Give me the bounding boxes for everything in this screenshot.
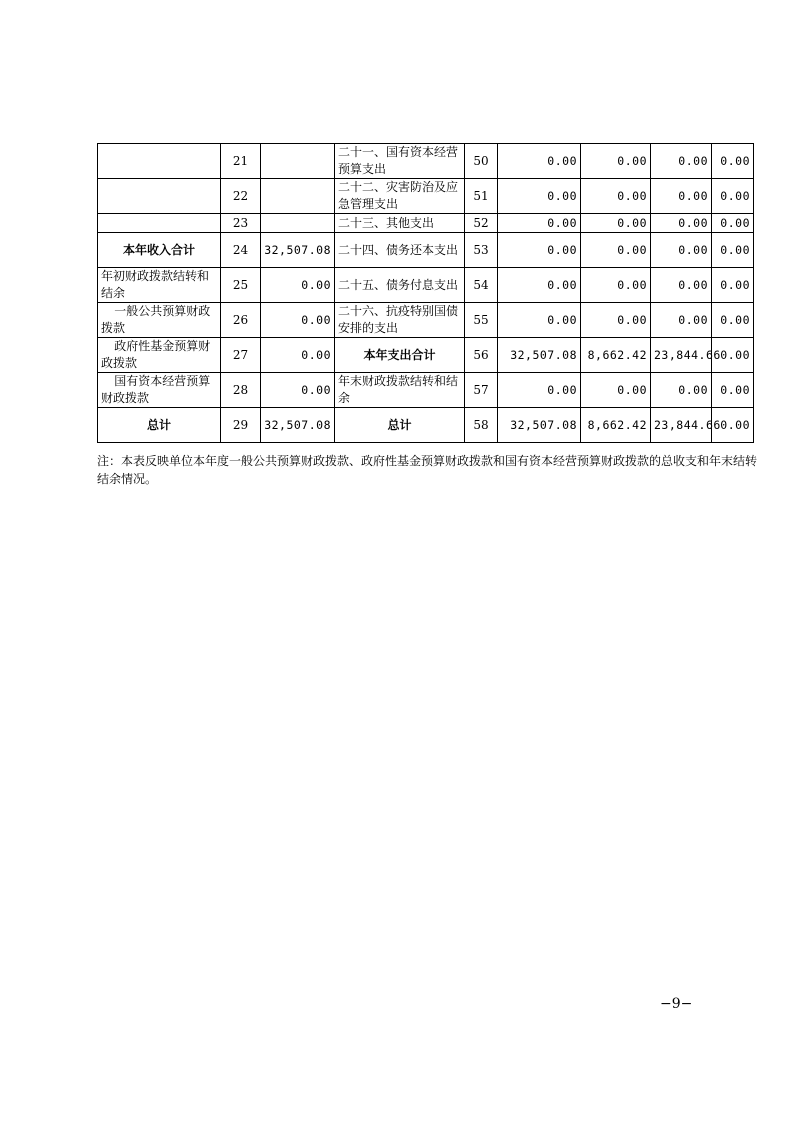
expense-total-cell: 32,507.08 [498, 338, 581, 373]
expense-item-cell: 二十一、国有资本经营预算支出 [335, 144, 465, 179]
expense-item-cell: 二十五、债务付息支出 [335, 268, 465, 303]
income-amount-cell: 0.00 [261, 303, 335, 338]
expense-basic-cell: 0.00 [581, 268, 651, 303]
income-row-number: 24 [221, 233, 261, 268]
expense-total-cell: 0.00 [498, 233, 581, 268]
expense-basic-cell: 0.00 [581, 303, 651, 338]
expense-project-cell: 0.00 [651, 373, 712, 408]
expense-last-cell: 0.00 [712, 144, 754, 179]
expense-total-cell: 0.00 [498, 373, 581, 408]
table-row [98, 408, 754, 443]
expense-last-cell: 0.00 [712, 268, 754, 303]
table-row [98, 233, 754, 268]
expense-item-cell: 二十四、债务还本支出 [335, 233, 465, 268]
expense-project-cell: 23,844.66 [651, 338, 712, 373]
income-row-number: 21 [221, 144, 261, 179]
income-amount-cell: 0.00 [261, 373, 335, 408]
expense-project-cell: 0.00 [651, 233, 712, 268]
income-subtotal-label: 本年收入合计 [98, 233, 221, 268]
table-row [98, 214, 754, 233]
expense-total-cell: 0.00 [498, 179, 581, 214]
income-row-number: 29 [221, 408, 261, 443]
table-row [98, 179, 754, 214]
expense-row-number: 54 [465, 268, 498, 303]
expense-row-number: 56 [465, 338, 498, 373]
expense-row-number: 53 [465, 233, 498, 268]
table-row [98, 373, 754, 408]
income-row-number: 22 [221, 179, 261, 214]
table-row [98, 338, 754, 373]
expense-basic-cell: 8,662.42 [581, 408, 651, 443]
expense-row-number: 55 [465, 303, 498, 338]
income-item-cell [98, 144, 221, 179]
expense-subtotal-label: 本年支出合计 [335, 338, 465, 373]
income-row-number: 26 [221, 303, 261, 338]
expense-row-number: 51 [465, 179, 498, 214]
table-row [98, 144, 754, 179]
expense-row-number: 52 [465, 214, 498, 233]
income-item-cell: 一般公共预算财政拨款 [98, 303, 221, 338]
income-amount-cell: 32,507.08 [261, 408, 335, 443]
expense-basic-cell: 0.00 [581, 373, 651, 408]
income-grand-total-label: 总计 [98, 408, 221, 443]
expense-item-cell: 二十三、其他支出 [335, 214, 465, 233]
expense-project-cell: 0.00 [651, 144, 712, 179]
expense-last-cell: 0.00 [712, 214, 754, 233]
fiscal-appropriation-table [97, 143, 754, 443]
expense-row-number: 58 [465, 408, 498, 443]
income-row-number: 28 [221, 373, 261, 408]
expense-item-cell: 年末财政拨款结转和结余 [335, 373, 465, 408]
expense-item-cell: 二十二、灾害防治及应急管理支出 [335, 179, 465, 214]
income-amount-cell: 32,507.08 [261, 233, 335, 268]
expense-total-cell: 0.00 [498, 214, 581, 233]
expense-basic-cell: 0.00 [581, 214, 651, 233]
expense-last-cell: 0.00 [712, 303, 754, 338]
income-amount-cell [261, 179, 335, 214]
expense-item-cell: 二十六、抗疫特别国债安排的支出 [335, 303, 465, 338]
income-amount-cell: 0.00 [261, 268, 335, 303]
income-item-cell: 政府性基金预算财政拨款 [98, 338, 221, 373]
income-item-cell [98, 214, 221, 233]
expense-project-cell: 0.00 [651, 268, 712, 303]
expense-total-cell: 0.00 [498, 303, 581, 338]
income-item-cell: 国有资本经营预算财政拨款 [98, 373, 221, 408]
expense-total-cell: 0.00 [498, 268, 581, 303]
expense-basic-cell: 0.00 [581, 179, 651, 214]
expense-last-cell: 0.00 [712, 233, 754, 268]
expense-row-number: 57 [465, 373, 498, 408]
expense-basic-cell: 8,662.42 [581, 338, 651, 373]
expense-last-cell: 0.00 [712, 373, 754, 408]
table-footnote: 注：本表反映单位本年度一般公共预算财政拨款、政府性基金预算财政拨款和国有资本经营预算财政拨款的总收支和年末结转结余情况。 [97, 454, 758, 486]
income-row-number: 23 [221, 214, 261, 233]
expense-project-cell: 0.00 [651, 214, 712, 233]
income-row-number: 27 [221, 338, 261, 373]
income-item-cell: 年初财政拨款结转和结余 [98, 268, 221, 303]
income-amount-cell: 0.00 [261, 338, 335, 373]
income-row-number: 25 [221, 268, 261, 303]
expense-basic-cell: 0.00 [581, 144, 651, 179]
expense-row-number: 50 [465, 144, 498, 179]
page-number: −9− [660, 996, 693, 1012]
income-item-cell [98, 179, 221, 214]
expense-grand-total-label: 总计 [335, 408, 465, 443]
expense-last-cell: 0.00 [712, 179, 754, 214]
expense-basic-cell: 0.00 [581, 233, 651, 268]
expense-last-cell: 0.00 [712, 408, 754, 443]
income-amount-cell [261, 214, 335, 233]
expense-total-cell: 0.00 [498, 144, 581, 179]
income-amount-cell [261, 144, 335, 179]
expense-last-cell: 0.00 [712, 338, 754, 373]
table-row [98, 303, 754, 338]
expense-project-cell: 23,844.66 [651, 408, 712, 443]
table-row [98, 268, 754, 303]
expense-project-cell: 0.00 [651, 303, 712, 338]
expense-total-cell: 32,507.08 [498, 408, 581, 443]
expense-project-cell: 0.00 [651, 179, 712, 214]
